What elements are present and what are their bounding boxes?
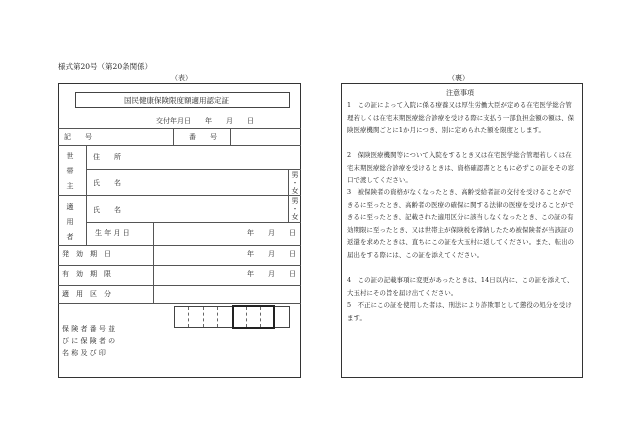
applicant-label: 適 用 者: [66, 203, 74, 241]
digit-divider: [188, 307, 189, 327]
row-line: [58, 245, 301, 246]
card-title: 国民健康保険限度額適用認定証: [124, 96, 229, 105]
record-label: 記 号: [64, 133, 92, 141]
digit-divider: [260, 307, 261, 327]
col-line: [86, 145, 87, 245]
name-label: 氏 名: [93, 179, 121, 187]
effective-label: 発 効 期 日: [62, 250, 111, 258]
row-line: [58, 265, 301, 266]
note-item: 1 この証によって入院に係る療養又は厚生労働大臣が定める在宅医学総合管理若しくは在宅末期医療総合診療を受ける際に支払う一部負担金額の額は、保険医療機関ごとに1か月につき、別に定められた額を限度とします。: [347, 101, 575, 134]
householder-label: 世 帯 主: [66, 152, 74, 190]
expiry-date: 年 月 日: [247, 270, 296, 278]
row-line: [58, 128, 301, 129]
row-line: [58, 145, 301, 146]
col-line: [153, 222, 154, 303]
birth-label: 生 年 月 日: [95, 229, 130, 237]
note-item: 3 被保険者の資格がなくなったとき、高齢受給者証の交付を受けることができるに至ったとき、高齢者の医療の確保に関する法律の医療を受けることができるに至ったとき、記載された適用区分に該当しなくなったとき、この証の有効期限に至ったとき、又は世帯主が保険税を滞納したため被保険者が当該証の返還を求めたときは、直ちにこの証を大玉村に返してください。また、転出の届出をする際には、この証を添えてください。: [347, 188, 575, 259]
gender-label: 男 ・ 女: [291, 171, 299, 195]
issue-date: 交付年月日 年 月 日: [156, 117, 254, 125]
name-label-2: 氏 名: [93, 206, 121, 214]
front-side-label: （表）: [171, 74, 192, 82]
col-line: [230, 128, 231, 145]
digit-divider: [246, 307, 247, 327]
digit-divider: [217, 307, 218, 327]
notes-title: 注意事項: [446, 89, 474, 97]
effective-date: 年 月 日: [247, 250, 296, 258]
insurer-number-bold-box: [232, 305, 275, 329]
insurer-label: 保 険 者 番 号 並 び に 保 険 者 の 名 称 及 び 印: [62, 325, 116, 357]
gender-label-2: 男 ・ 女: [291, 197, 299, 221]
col-line: [173, 128, 174, 145]
digit-divider: [203, 307, 204, 327]
row-line: [86, 222, 301, 223]
note-item: 2 保険医療機関等について入院をするとき又は在宅医学総合管理若しくは在宅末期医療総合診療を受けるときは、資格確認書とともに必ずこの証をその窓口で渡してください。: [347, 151, 575, 184]
form-number: 様式第20号（第20条関係）: [58, 62, 153, 71]
category-label: 適 用 区 分: [62, 290, 111, 298]
col-line: [288, 169, 289, 222]
back-side-label: （裏）: [448, 74, 469, 82]
row-line: [58, 285, 301, 286]
expiry-label: 有 効 期 限: [62, 270, 111, 278]
note-item: 5 不正にこの証を使用した者は、刑法により詐欺罪として懲役の処分を受けます。: [347, 301, 572, 322]
address-label: 住 所: [93, 153, 121, 161]
note-item: 4 この証の記載事項に変更があったときは、14日以内に、この証を添えて、大玉村にその旨を届け出てください。: [347, 276, 574, 297]
birth-date: 年 月 日: [247, 229, 296, 237]
row-line: [58, 303, 301, 304]
number-label: 番 号: [189, 133, 217, 141]
row-line: [86, 169, 301, 170]
row-line: [58, 195, 301, 196]
